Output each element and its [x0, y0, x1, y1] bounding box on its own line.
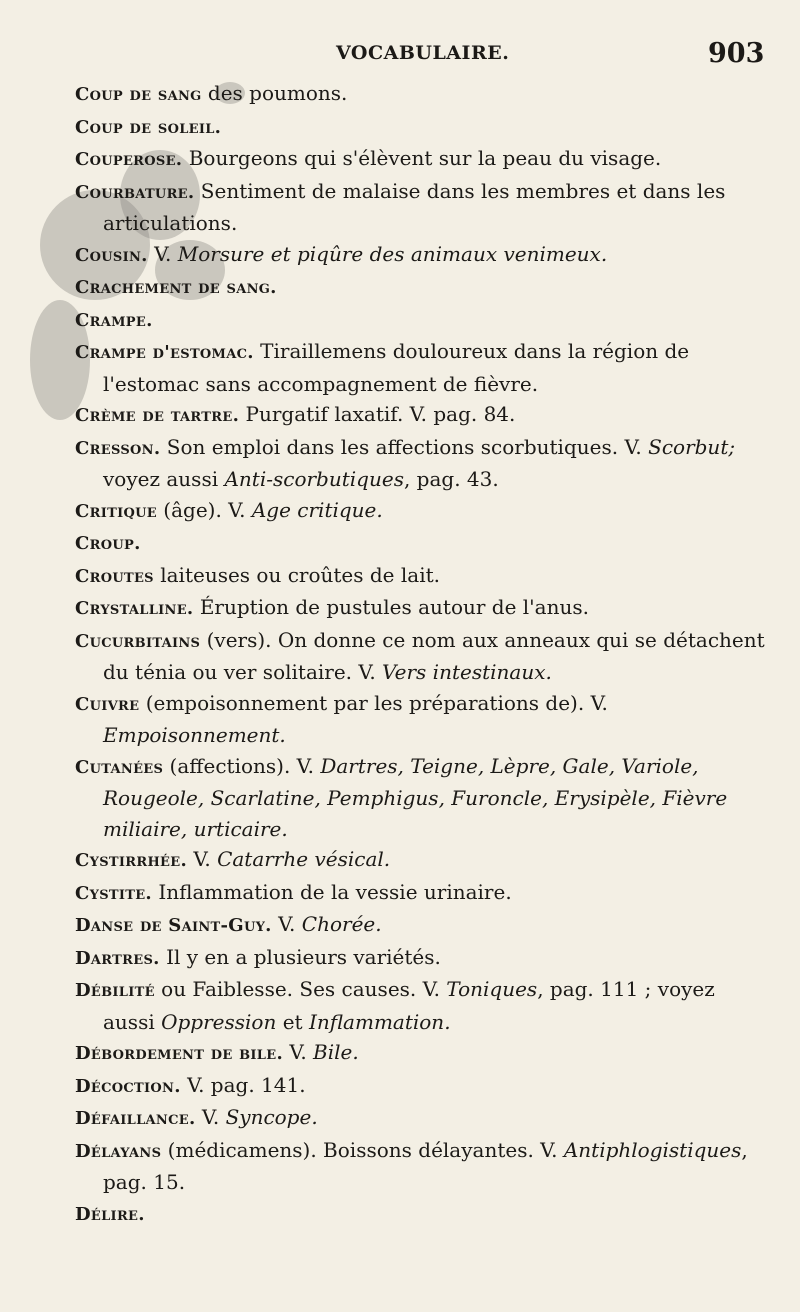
- entry-headword: Crachement de sang.: [75, 277, 277, 298]
- cross-reference: Vers intestinaux.: [382, 660, 552, 684]
- entry-decoction: [75, 1070, 765, 1103]
- vocabulary-list: [75, 78, 765, 1230]
- entry-cresson: [75, 432, 765, 495]
- entry-text: , pag. 111 ; voyez aussi: [103, 977, 715, 1034]
- entry-text: V.: [187, 847, 218, 871]
- entry-text: V.: [271, 912, 302, 936]
- entry-text: Il y en a plusieurs variétés.: [159, 944, 441, 969]
- entry-couperose: [75, 143, 765, 176]
- cross-reference: Inflammation.: [308, 1009, 451, 1034]
- entry-headword: Dartres.: [75, 947, 160, 969]
- entry-text: Sentiment de malaise dans les membres et dans les articulations.: [103, 178, 726, 235]
- entry-text: (affections). V.: [163, 753, 321, 778]
- entry-headword: Cresson.: [75, 437, 161, 459]
- entry-text: V. pag. 141.: [180, 1072, 306, 1097]
- entry-headword: Croutes: [75, 565, 154, 587]
- entry-cutanees: [75, 751, 765, 845]
- cross-reference: Bile.: [313, 1040, 359, 1064]
- entry-text: Tiraillemens douloureux dans la région de l'estomac sans accompagnement de fièvre.: [103, 339, 690, 396]
- running-head: VOCABULAIRE.: [336, 42, 510, 64]
- entry-text: V.: [283, 1040, 314, 1064]
- cross-reference: Chorée.: [301, 912, 382, 936]
- entry-crampe-d-estomac: [75, 336, 765, 399]
- cross-reference: Anti-scorbutiques: [224, 467, 404, 491]
- entry-text: Son emploi dans les affections scorbutiques. V.: [160, 434, 649, 459]
- entry-cuivre: [75, 688, 765, 751]
- entry-headword: Cystite.: [75, 882, 152, 904]
- entry-crampe: [75, 304, 765, 337]
- entry-coup-de-sang: [75, 78, 765, 111]
- entry-text: , pag. 43.: [403, 467, 499, 491]
- entry-text: , pag. 15.: [103, 1137, 748, 1194]
- cross-reference: Toniques: [446, 977, 538, 1001]
- entry-text: (âge). V.: [156, 497, 252, 522]
- entry-critique: [75, 495, 765, 528]
- cross-reference: Catarrhe vésical.: [217, 847, 391, 871]
- entry-text: Bourgeons qui s'élèvent sur la peau du visage.: [182, 146, 662, 170]
- entry-text: (empoisonnement par les préparations de). V.: [139, 690, 608, 715]
- entry-headword: Crème de tartre.: [75, 405, 240, 426]
- entry-headword: Décoction.: [75, 1075, 181, 1097]
- entry-creme-de-tartre: [75, 399, 765, 432]
- entry-headword: Délire.: [75, 1203, 145, 1225]
- entry-croup: [75, 527, 765, 560]
- entry-danse-de-saint-guy: [75, 909, 765, 942]
- page-number: 903: [708, 38, 765, 69]
- entry-headword: Défaillance.: [75, 1108, 196, 1129]
- entry-text: Inflammation de la vessie urinaire.: [152, 879, 512, 904]
- entry-text: et: [276, 1009, 309, 1034]
- entry-crachement-de-sang: [75, 271, 765, 304]
- entry-headword: Crampe.: [75, 309, 153, 331]
- entry-headword: Cystirrhée.: [75, 850, 188, 871]
- entry-headword: Crystalline.: [75, 598, 194, 619]
- cross-reference: Antiphlogistiques: [563, 1137, 742, 1162]
- entry-cystite: [75, 877, 765, 910]
- entry-headword: Cucurbitains: [75, 630, 201, 652]
- entry-headword: Critique: [75, 500, 157, 522]
- entry-text: ou Faiblesse. Ses causes. V.: [154, 977, 447, 1001]
- entry-text: (vers). On donne ce nom aux anneaux qui se détachent du ténia ou ver solitaire. V.: [103, 627, 765, 684]
- entry-headword: Courbature.: [75, 181, 195, 203]
- entry-text: laiteuses ou croûtes de lait.: [153, 562, 440, 587]
- cross-reference: Age critique.: [251, 497, 383, 522]
- entry-cucurbitains: [75, 625, 765, 688]
- entry-text: Purgatif laxatif. V. pag. 84.: [239, 402, 516, 426]
- entry-headword: Cuivre: [75, 693, 140, 715]
- entry-cousin: [75, 239, 765, 272]
- cross-reference: Scorbut;: [648, 434, 736, 459]
- entry-delayans: [75, 1135, 765, 1198]
- entry-crystalline: [75, 592, 765, 625]
- entry-debordement-de-bile: [75, 1037, 765, 1070]
- page-header: [0, 38, 800, 78]
- entry-dartres: [75, 942, 765, 975]
- entry-headword: Coup de soleil.: [75, 116, 222, 138]
- entry-text: des poumons.: [201, 81, 348, 105]
- entry-text: voyez aussi: [103, 467, 225, 491]
- entry-headword: Crampe d'estomac.: [75, 342, 254, 363]
- cross-reference: Empoisonnement.: [103, 723, 286, 747]
- cross-reference: Dartres, Teigne, Lèpre, Gale, Variole, Rougeole, Scarlatine, Pemphigus, Furoncle, Erysipèle, Fièvre miliaire, urticaire.: [103, 753, 728, 841]
- entry-headword: Danse de Saint-Guy.: [75, 915, 272, 936]
- entry-headword: Cutanées: [75, 756, 164, 778]
- entry-text: V.: [147, 241, 178, 266]
- entry-headword: Cousin.: [75, 244, 148, 266]
- entry-defaillance: [75, 1102, 765, 1135]
- entry-headword: Croup.: [75, 533, 141, 554]
- entry-courbature: [75, 176, 765, 239]
- cross-reference: Oppression: [161, 1009, 277, 1034]
- entry-croutes: [75, 560, 765, 593]
- entry-headword: Débilité: [75, 980, 155, 1001]
- cross-reference: Morsure et piqûre des animaux venimeux.: [177, 241, 608, 266]
- entry-headword: Délayans: [75, 1140, 162, 1162]
- cross-reference: Syncope.: [225, 1105, 318, 1129]
- entry-headword: Couperose.: [75, 149, 183, 170]
- entry-text: (médicamens). Boissons délayantes. V.: [161, 1137, 564, 1162]
- entry-text: Éruption de pustules autour de l'anus.: [193, 595, 589, 619]
- entry-text: V.: [195, 1105, 226, 1129]
- entry-coup-de-soleil: [75, 111, 765, 144]
- entry-delire: [75, 1198, 765, 1231]
- entry-headword: Débordement de bile.: [75, 1043, 284, 1064]
- entry-debilite: [75, 974, 765, 1037]
- entry-headword: Coup de sang: [75, 84, 202, 105]
- entry-cystirrhee: [75, 844, 765, 877]
